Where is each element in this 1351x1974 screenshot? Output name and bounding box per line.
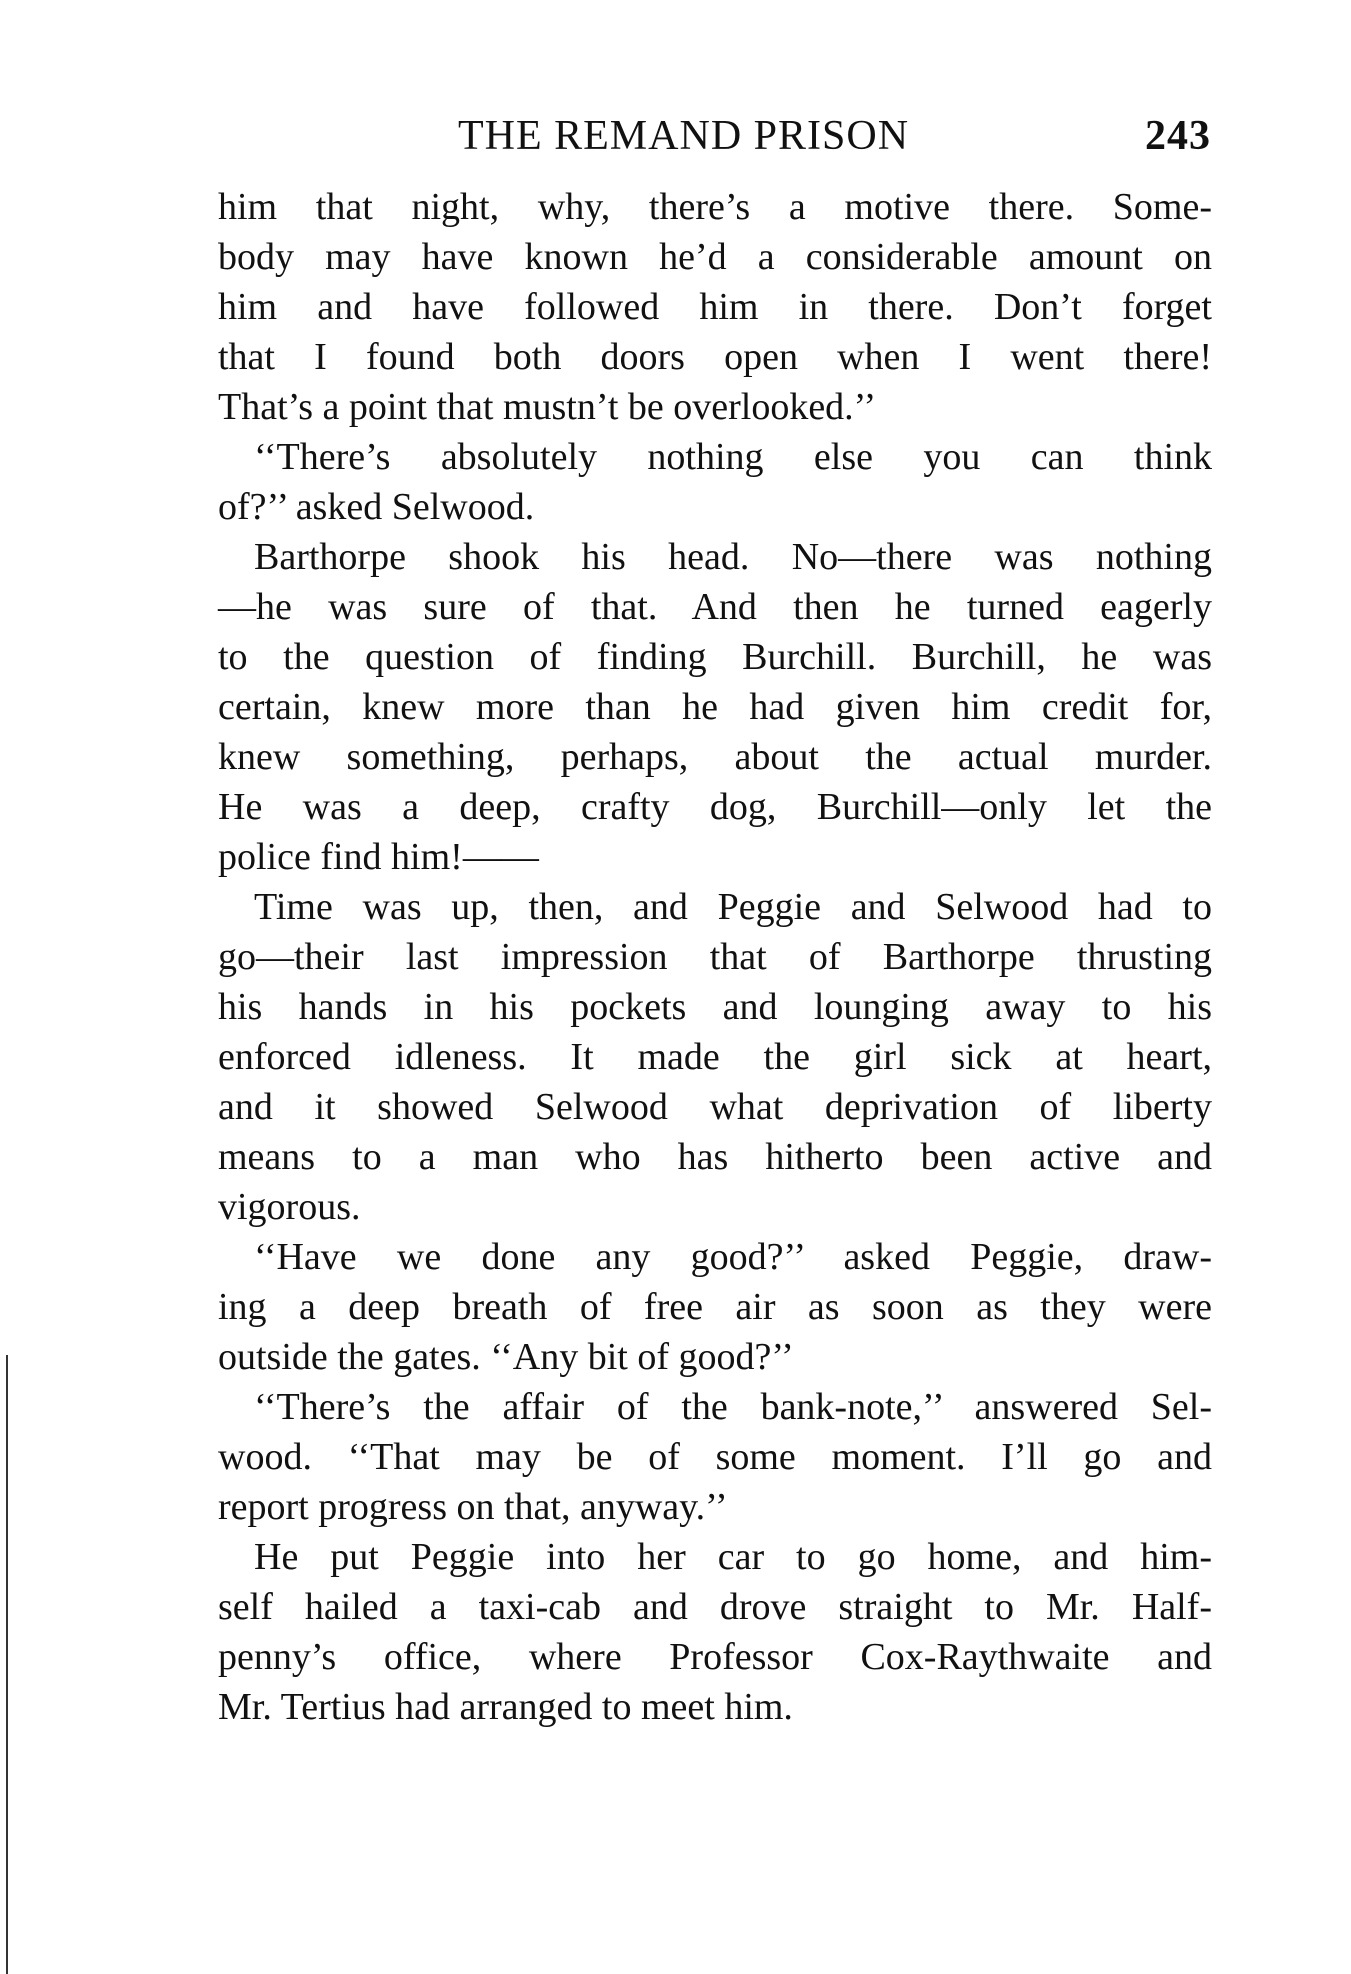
- text-line: and it showed Selwood what deprivation of liberty: [218, 1086, 1212, 1128]
- text-line: of?’’ asked Selwood.: [218, 486, 535, 528]
- text-line: ‘‘Have we done any good?’’ asked Peggie, draw-: [254, 1236, 1212, 1278]
- text-line: enforced idleness. It made the girl sick at heart,: [218, 1036, 1212, 1078]
- text-line: means to a man who has hitherto been active and: [218, 1136, 1212, 1178]
- text-line: report progress on that, anyway.’’: [218, 1486, 728, 1528]
- text-line: knew something, perhaps, about the actual murder.: [218, 736, 1212, 778]
- text-line: penny’s office, where Professor Cox-Raythwaite and: [218, 1636, 1212, 1678]
- text-line: ‘‘There’s the affair of the bank-note,’’ answered Sel-: [254, 1386, 1212, 1428]
- text-line: him and have followed him in there. Don’t forget: [218, 286, 1212, 328]
- text-line: ing a deep breath of free air as soon as they were: [218, 1286, 1212, 1328]
- text-line: him that night, why, there’s a motive there. Some-: [218, 186, 1212, 228]
- text-line: self hailed a taxi-cab and drove straight to Mr. Half-: [218, 1586, 1212, 1628]
- page-number: 243: [1145, 113, 1211, 159]
- text-line: He was a deep, crafty dog, Burchill—only let the: [218, 786, 1212, 828]
- text-line: wood. ‘‘That may be of some moment. I’ll go and: [218, 1436, 1212, 1478]
- text-line: He put Peggie into her car to go home, and him-: [254, 1536, 1212, 1578]
- text-line: outside the gates. ‘‘Any bit of good?’’: [218, 1336, 794, 1378]
- text-line: Time was up, then, and Peggie and Selwood had to: [254, 886, 1212, 928]
- text-line: to the question of finding Burchill. Burchill, he was: [218, 636, 1212, 678]
- text-line: —he was sure of that. And then he turned eagerly: [218, 586, 1212, 628]
- text-line: certain, knew more than he had given him credit for,: [218, 686, 1212, 728]
- body-text: [218, 182, 1212, 1732]
- text-line: Mr. Tertius had arranged to meet him.: [218, 1686, 793, 1728]
- text-line: his hands in his pockets and lounging away to his: [218, 986, 1212, 1028]
- page-edge-line: [6, 1355, 8, 1974]
- text-line: vigorous.: [218, 1186, 361, 1228]
- text-line: police find him!——: [218, 836, 539, 878]
- text-line: body may have known he’d a considerable amount on: [218, 236, 1212, 278]
- text-line: Barthorpe shook his head. No—there was nothing: [254, 536, 1212, 578]
- text-line: That’s a point that mustn’t be overlooked.’’: [218, 386, 877, 428]
- text-line: ‘‘There’s absolutely nothing else you can think: [254, 436, 1212, 478]
- running-header: [458, 112, 1211, 164]
- running-title: THE REMAND PRISON: [458, 113, 910, 159]
- text-line: that I found both doors open when I went there!: [218, 336, 1212, 378]
- text-line: go—their last impression that of Barthorpe thrusting: [218, 936, 1212, 978]
